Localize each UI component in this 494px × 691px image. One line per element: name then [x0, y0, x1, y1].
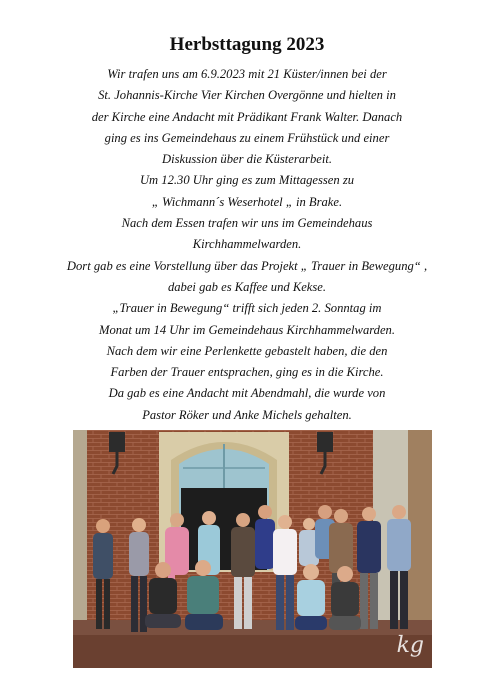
text-line: der Kirche eine Andacht mit Prädikant Frank Walter. Danach	[91, 109, 403, 124]
text-line: Monat um 14 Uhr im Gemeindehaus Kirchhammelwarden.	[98, 322, 396, 337]
text-line: Um 12.30 Uhr ging es zum Mittagessen zu	[139, 173, 355, 188]
text-line: Nach dem wir eine Perlenkette gebastelt haben, die den	[106, 343, 388, 358]
text-line: Wir trafen uns am 6.9.2023 mit 21 Küster/innen bei der	[107, 67, 387, 81]
photographer-logo: kg	[396, 633, 424, 658]
text-line: Farben der Trauer entsprachen, ging es in die Kirche.	[110, 365, 384, 380]
text-line: Nach dem Essen trafen wir uns im Gemeindehaus	[121, 216, 373, 231]
text-line: Kirchhammelwarden.	[192, 237, 302, 252]
report-text	[20, 64, 474, 426]
text-line: Dort gab es eine Vorstellung über das Projekt „ Trauer in Bewegung“ ,	[66, 258, 428, 273]
text-line: ging es ins Gemeindehaus zu einem Frühstück und einer	[104, 130, 390, 145]
text-line: dabei gab es Kaffee und Kekse.	[167, 279, 327, 294]
group-photo	[73, 430, 432, 668]
group-photo-illustration	[73, 430, 432, 668]
text-line: „Trauer in Bewegung“ trifft sich jeden 2. Sonntag im	[112, 301, 382, 316]
text-line: Da gab es eine Andacht mit Abendmahl, die wurde von	[108, 386, 386, 401]
text-line: St. Johannis-Kirche Vier Kirchen Overgönne und hielten in	[98, 88, 396, 103]
text-line: Diskussion über die Küsterarbeit.	[161, 152, 332, 167]
text-line: Pastor Röker und Anke Michels gehalten.	[142, 407, 352, 422]
text-line: „ Wichmann´s Weserhotel „ in Brake.	[151, 194, 343, 209]
page-title: Herbsttagung 2023	[169, 34, 325, 55]
